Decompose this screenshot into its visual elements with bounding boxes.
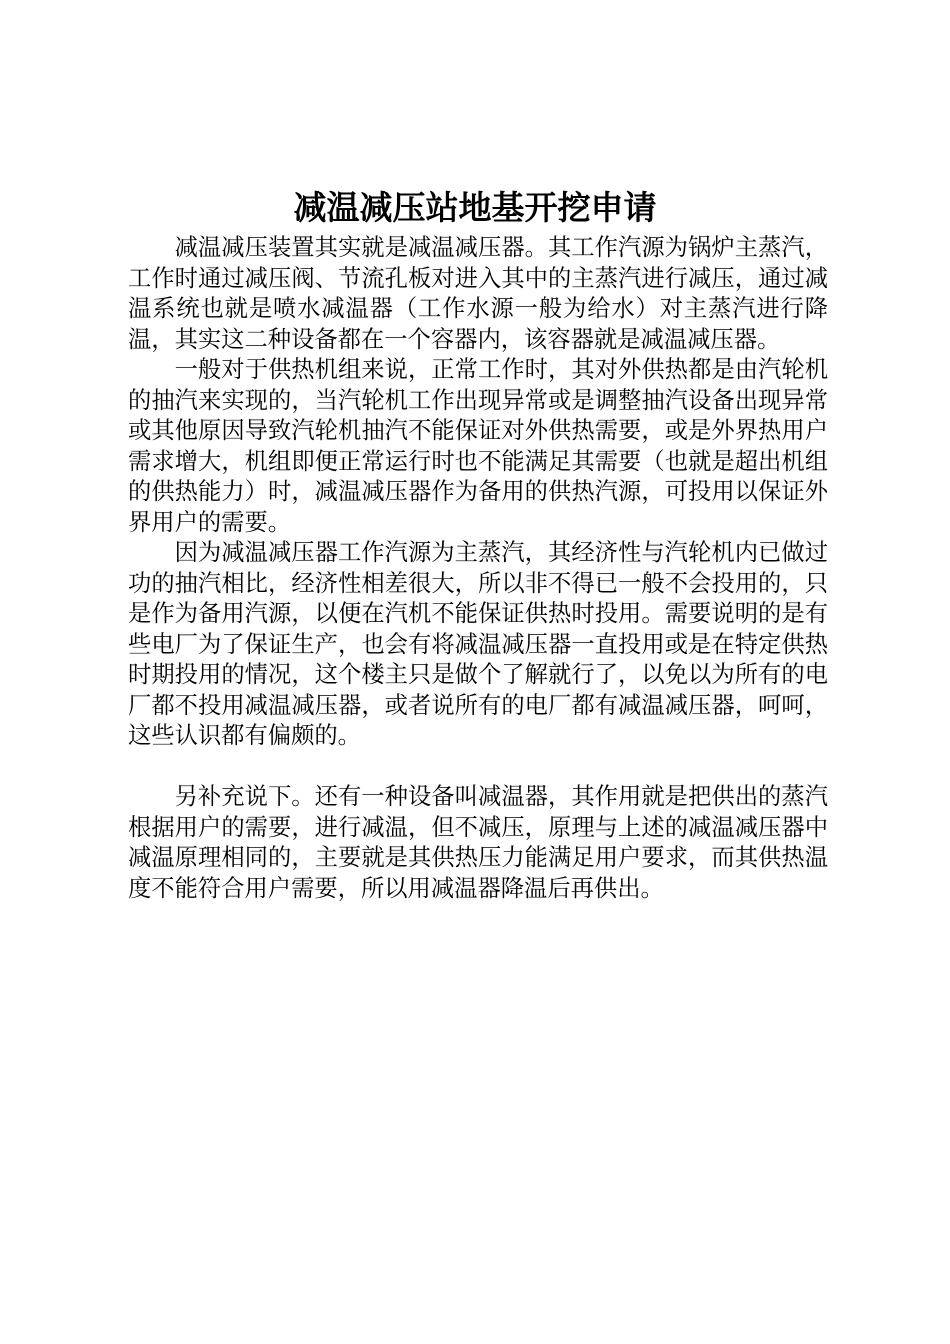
paragraph-4: 另补充说下。还有一种设备叫减温器，其作用就是把供出的蒸汽根据用户的需要，进行减温，但不减压，原理与上述的减温减压器中减温原理相同的，主要就是其供热压力能满足用户要求，而其供热温度不能符合用户需要，所以用减温器降温后再供出。 (128, 783, 828, 902)
document-title: 减温减压站地基开挖申请 (293, 188, 657, 227)
blank-line (128, 752, 828, 783)
document-body (128, 233, 828, 904)
paragraph-2: 一般对于供热机组来说，正常工作时，其对外供热都是由汽轮机的抽汽来实现的，当汽轮机工作出现异常或是调整抽汽设备出现异常或其他原因导致汽轮机抽汽不能保证对外供热需要，或是外界热用户需求增大，机组即便正常运行时也不能满足其需要（也就是超出机组的供热能力）时，减温减压器作为备用的供热汽源，可投用以保证外界用户的需要。 (128, 356, 828, 536)
paragraph-3: 因为减温减压器工作汽源为主蒸汽，其经济性与汽轮机内已做过功的抽汽相比，经济性相差很大，所以非不得已一般不会投用的，只是作为备用汽源，以便在汽机不能保证供热时投用。需要说明的是有些电厂为了保证生产，也会有将减温减压器一直投用或是在特定供热时期投用的情况，这个楼主只是做个了解就行了，以免以为所有的电厂都不投用减温减压器，或者说所有的电厂都有减温减压器，呵呵，这些认识都有偏颇的。 (128, 539, 828, 749)
paragraph-1: 减温减压装置其实就是减温减压器。其工作汽源为锅炉主蒸汽，工作时通过减压阀、节流孔板对进入其中的主蒸汽进行减压，通过减温系统也就是喷水减温器（工作水源一般为给水）对主蒸汽进行降温，其实这二种设备都在一个容器内，该容器就是减温减压器。 (128, 234, 828, 353)
